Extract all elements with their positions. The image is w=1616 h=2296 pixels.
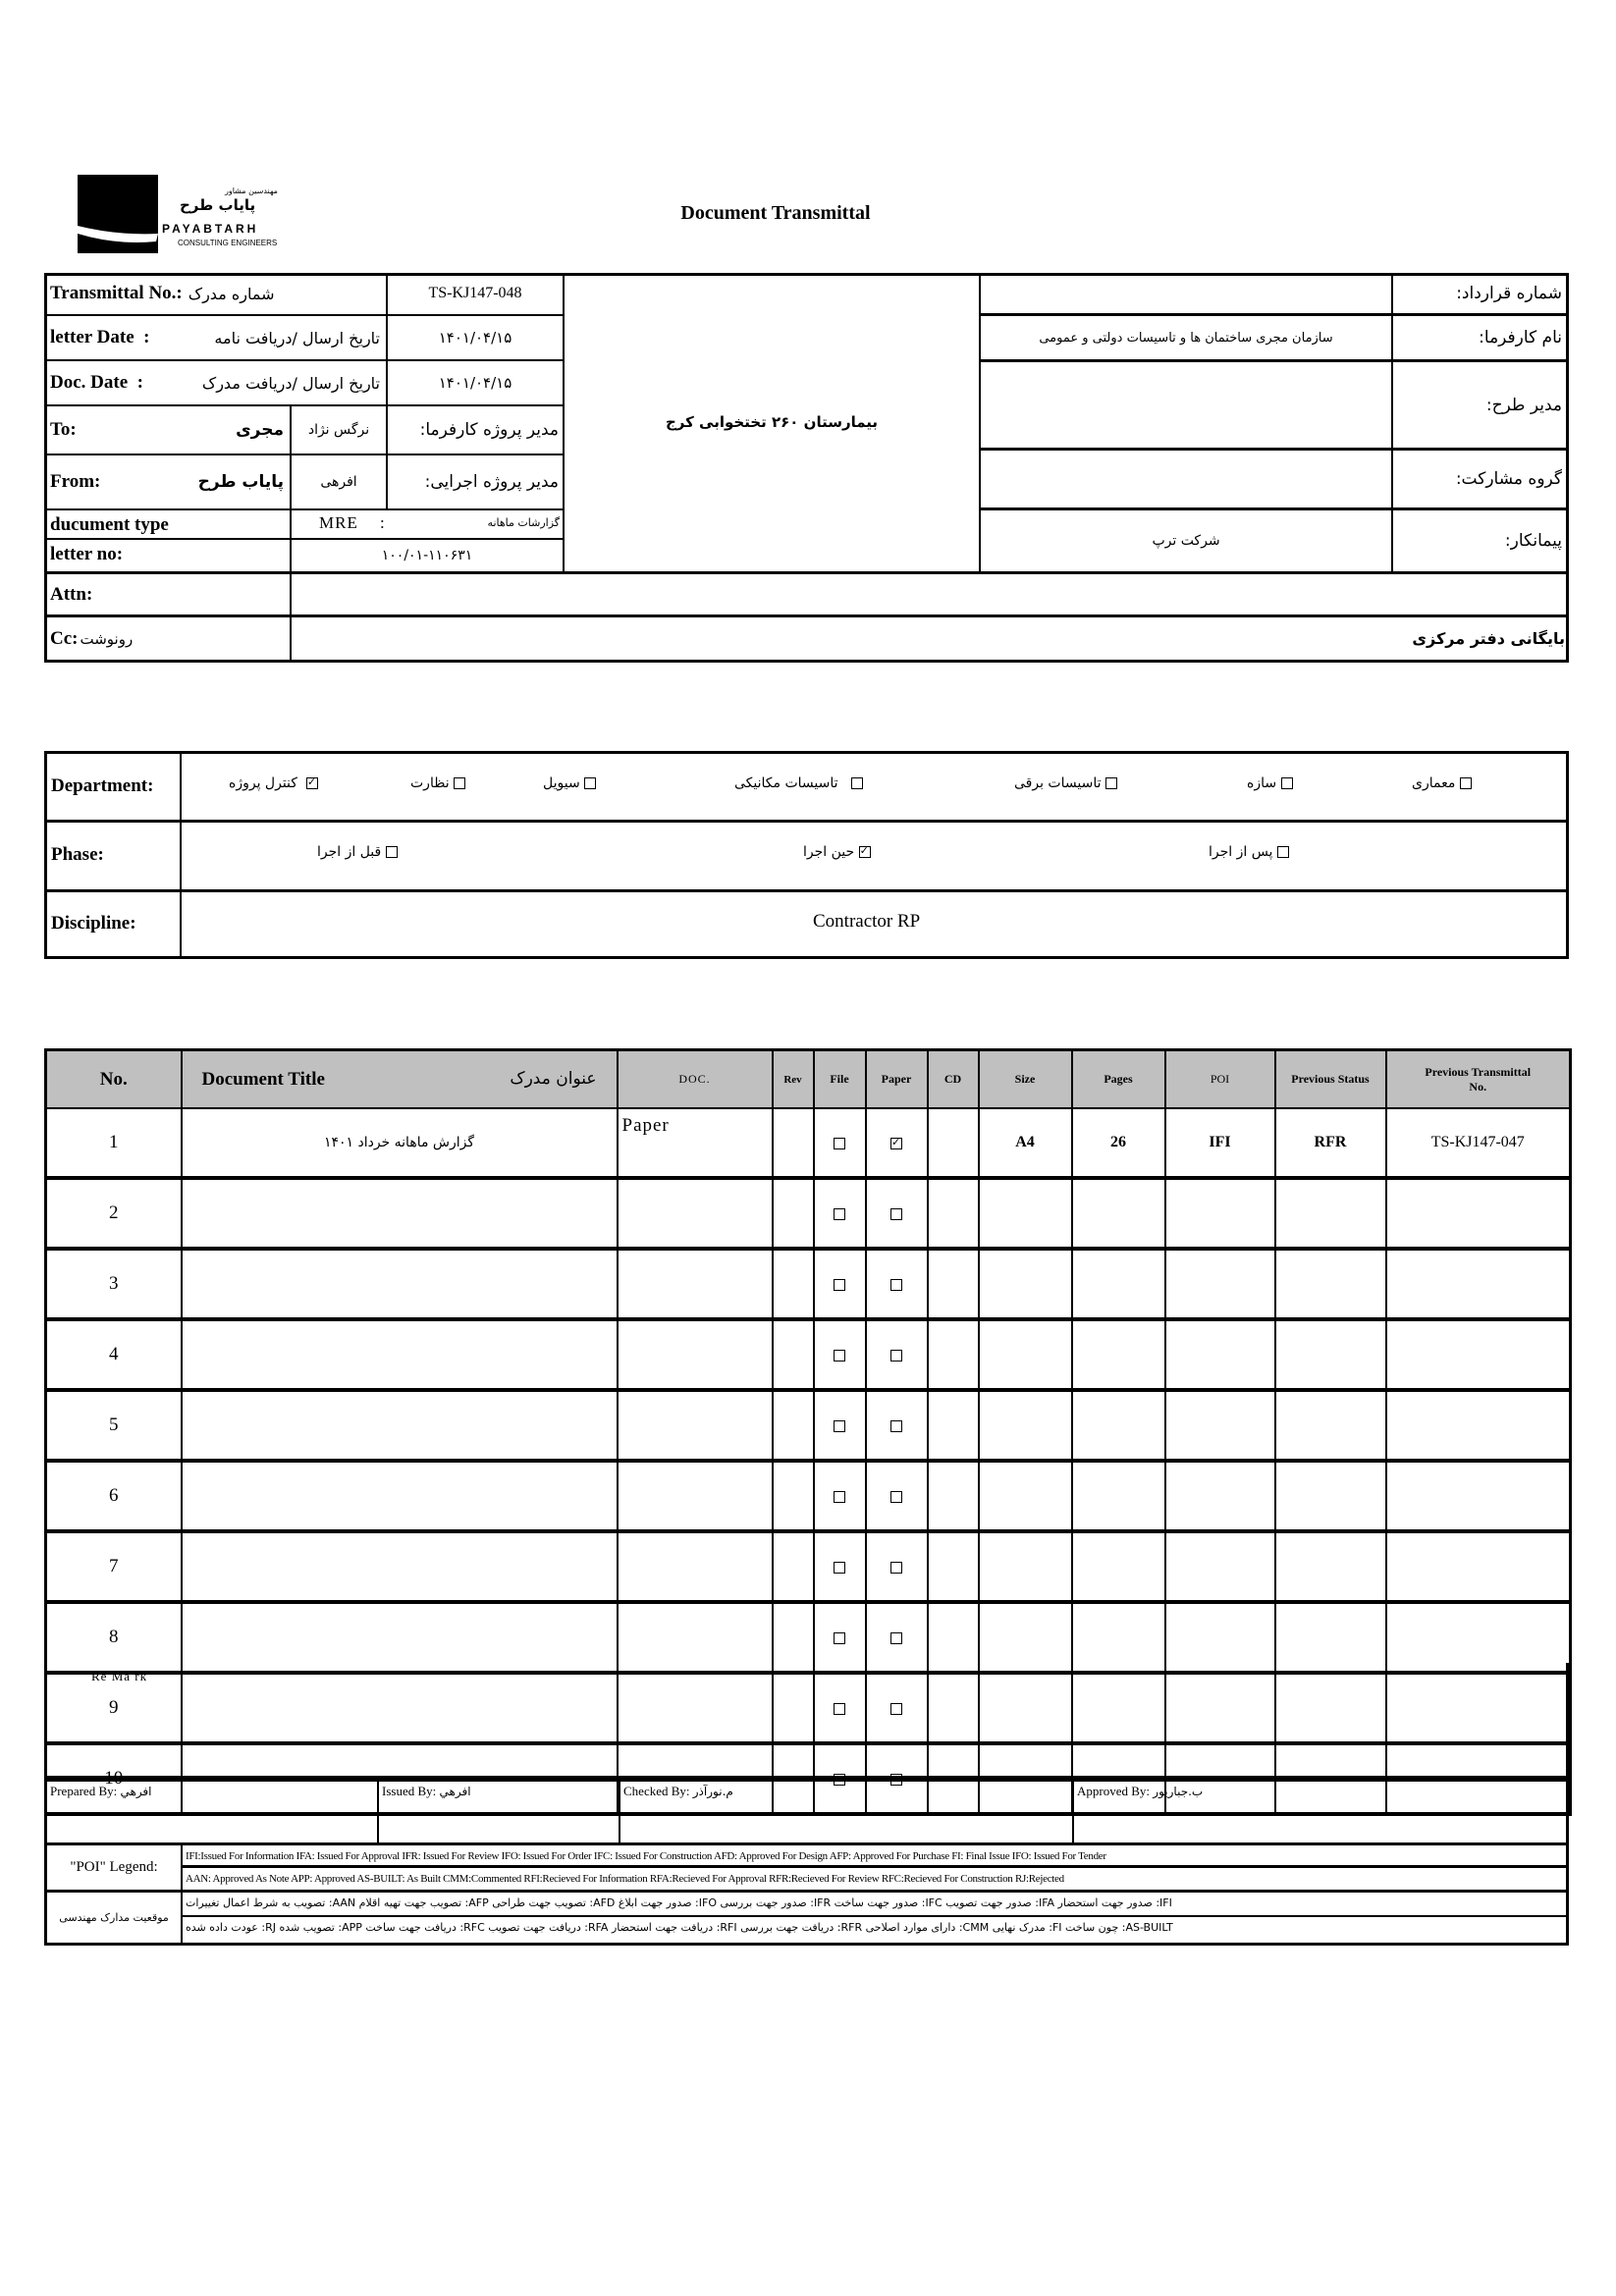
paper-cell — [866, 1249, 928, 1319]
paper-cell — [866, 1178, 928, 1249]
logo-mark-icon — [78, 175, 158, 253]
department-option-architecture[interactable] — [1412, 775, 1472, 791]
option-label: کنترل پروژه — [229, 775, 297, 791]
client-pm-label: مدیر پروژه کارفرما: — [388, 406, 565, 455]
client-name-value: سازمان مجری ساختمان ها و تاسیسات دولتی و عمومی — [981, 316, 1393, 362]
size-cell[interactable] — [979, 1390, 1072, 1461]
doc-type-cell[interactable] — [618, 1531, 773, 1602]
phase-option-post-execution[interactable] — [1209, 844, 1289, 860]
doc-date-value: ۱۴۰۱/۰۴/۱۵ — [388, 361, 565, 406]
col-pages: Pages — [1072, 1050, 1165, 1109]
paper-checkbox[interactable] — [890, 1562, 902, 1574]
doc-date-label: Doc. Date : — [50, 372, 143, 393]
poi-cell[interactable] — [1165, 1249, 1275, 1319]
row-number[interactable]: 9 — [46, 1673, 182, 1743]
col-paper: Paper — [866, 1050, 928, 1109]
row-number[interactable]: 7 — [46, 1531, 182, 1602]
label-column-divider — [180, 754, 182, 956]
logo-latin-name: PAYABTARH — [162, 222, 259, 236]
contractor-label: پیمانکار: — [1504, 531, 1562, 551]
department-option-supervision[interactable] — [410, 775, 465, 791]
row-number[interactable]: 8 — [46, 1602, 182, 1673]
previous-status-cell[interactable] — [1275, 1531, 1386, 1602]
document-type-fa: گزارشات ماهانه — [487, 516, 560, 529]
size-cell[interactable] — [979, 1461, 1072, 1531]
cc-label: Cc: — [50, 627, 79, 649]
remark-box[interactable] — [44, 1663, 1569, 1779]
phase-option-during-execution[interactable] — [803, 844, 871, 860]
previous-transmittal-cell[interactable] — [1386, 1178, 1571, 1249]
phase-option-pre-execution[interactable] — [317, 844, 398, 860]
row-number[interactable]: 2 — [46, 1178, 182, 1249]
discipline-value: Contractor RP — [813, 911, 921, 932]
paper-checkbox[interactable] — [890, 1350, 902, 1362]
checked-by-cell — [620, 1782, 1074, 1842]
size-cell[interactable] — [979, 1249, 1072, 1319]
row-number[interactable]: 10 — [46, 1743, 182, 1814]
size-cell[interactable] — [979, 1178, 1072, 1249]
previous-transmittal-cell[interactable] — [1386, 1319, 1571, 1390]
option-label: سازه — [1247, 775, 1277, 791]
cc-row — [44, 617, 1569, 663]
contractor-value: شرکت ترپ — [981, 510, 1393, 571]
plan-manager-label: مدیر طرح: — [1393, 362, 1566, 451]
status-legend-line-1: IFI: صدور جهت استحضار IFA: صدور جهت تصویب IFC: صدور جهت ساخت IFR: صدور جهت بررسی IFO: صدور جهت ابلاغ AFD: تصویب جهت طراحی AFP: تصویب جهت تهیه اقلام AAN: تصویب به شرط اعمال تغییرات — [183, 1893, 1566, 1917]
col-document-title-en: Document Title — [201, 1068, 325, 1090]
document-title-cell[interactable] — [182, 1461, 618, 1531]
file-checkbox[interactable] — [834, 1491, 845, 1503]
previous-status-cell[interactable] — [1275, 1249, 1386, 1319]
company-logo — [78, 175, 294, 255]
previous-transmittal-cell[interactable]: TS-KJ147-047 — [1386, 1108, 1571, 1178]
prepared-by-cell — [47, 1782, 379, 1842]
previous-transmittal-cell[interactable] — [1386, 1531, 1571, 1602]
cd-cell[interactable] — [928, 1461, 979, 1531]
paper-checkbox[interactable] — [890, 1279, 902, 1291]
poi-cell[interactable] — [1165, 1319, 1275, 1390]
cc-label-cell — [44, 617, 292, 660]
transmittal-no-value: TS-KJ147-048 — [388, 273, 565, 316]
issued-by-cell — [379, 1782, 620, 1842]
col-rev: Rev — [773, 1050, 814, 1109]
logo-persian-name: پایاب طرح — [180, 196, 256, 214]
doc-type-cell[interactable] — [618, 1178, 773, 1249]
table-row — [46, 1390, 1571, 1461]
col-previous-status: Previous Status — [1275, 1050, 1386, 1109]
previous-transmittal-cell[interactable] — [1386, 1390, 1571, 1461]
file-checkbox[interactable] — [834, 1208, 845, 1220]
document-title-cell[interactable] — [182, 1249, 618, 1319]
pages-cell[interactable] — [1072, 1178, 1165, 1249]
row-number[interactable]: 6 — [46, 1461, 182, 1531]
option-label: سیویل — [543, 775, 580, 791]
file-checkbox[interactable] — [834, 1138, 845, 1149]
row-number[interactable]: 4 — [46, 1319, 182, 1390]
file-checkbox[interactable] — [834, 1632, 845, 1644]
row-number[interactable]: 3 — [46, 1249, 182, 1319]
rev-cell[interactable] — [773, 1531, 814, 1602]
transmittal-no-label: Transmittal No.: — [50, 283, 183, 303]
to-person: نرگس نژاد — [292, 406, 388, 455]
executive-pm-label: مدیر پروژه اجرایی: — [388, 455, 565, 510]
department-option-electrical[interactable] — [1014, 775, 1117, 791]
document-type-label: ducument type — [44, 510, 292, 540]
cc-value: بایگانی دفتر مرکزی — [1412, 629, 1565, 648]
option-label: تاسیسات برقی — [1014, 775, 1102, 791]
contract-no-value — [981, 273, 1393, 316]
prepared-by-label: Prepared By: — [50, 1784, 118, 1798]
checkbox-during-execution[interactable] — [859, 846, 871, 858]
issued-by-value: افرهي — [439, 1785, 471, 1798]
checkbox-electrical[interactable] — [1105, 777, 1117, 789]
status-legend-label: موقعیت مدارک مهندسی — [47, 1893, 183, 1943]
poi-legend-line-2: AAN: Approved As Note APP: Approved AS-BUILT: As Built CMM:Commented RFI:Recieved For Information RFA:Recieved For Approval RFR:Recieved For Review RFC:Recieved For Construction RJ:Rejected — [183, 1868, 1566, 1893]
attn-label: Attn: — [44, 574, 292, 614]
file-cell — [814, 1390, 866, 1461]
classification-block — [44, 751, 1569, 959]
file-cell — [814, 1249, 866, 1319]
letter-date-row — [44, 316, 388, 361]
file-checkbox[interactable] — [834, 1279, 845, 1291]
col-doc: DOC. — [618, 1050, 773, 1109]
paper-cell — [866, 1461, 928, 1531]
partnership-group-value — [981, 451, 1393, 510]
pages-cell[interactable]: 26 — [1072, 1108, 1165, 1178]
row-number[interactable]: 5 — [46, 1390, 182, 1461]
file-cell — [814, 1461, 866, 1531]
checkbox-civil[interactable] — [584, 777, 596, 789]
logo-persian-subtitle: مهندسین مشاور — [225, 187, 278, 195]
page-title: Document Transmittal — [680, 202, 871, 224]
document-title-cell[interactable] — [182, 1319, 618, 1390]
table-row — [46, 1178, 1571, 1249]
status-legend-line-2: AS-BUILT: چون ساخت FI: مدرک نهایی CMM: دارای موارد اصلاحی RFR: دریافت جهت بررسی RFI: دریافت جهت استحضار RFA: دریافت جهت تصویب RFC: دریافت جهت ساخت APP: تصویب شده RJ: عودت داده شده — [186, 1921, 1173, 1934]
pages-cell[interactable] — [1072, 1390, 1165, 1461]
col-no: No. — [46, 1050, 182, 1109]
poi-cell[interactable] — [1165, 1461, 1275, 1531]
paper-checkbox[interactable] — [890, 1208, 902, 1220]
previous-status-cell[interactable] — [1275, 1178, 1386, 1249]
transmittal-no-row — [44, 273, 388, 316]
letter-no-value: ۱۰۰/۰۱-۱۱۰۶۳۱ — [292, 540, 565, 571]
pages-cell[interactable] — [1072, 1531, 1165, 1602]
col-file: File — [814, 1050, 866, 1109]
department-option-civil[interactable] — [543, 775, 596, 791]
paper-checkbox[interactable] — [890, 1420, 902, 1432]
size-cell[interactable]: A4 — [979, 1108, 1072, 1178]
approved-by-cell — [1074, 1782, 1566, 1842]
checkbox-post-execution[interactable] — [1277, 846, 1289, 858]
rev-cell[interactable] — [773, 1390, 814, 1461]
poi-cell[interactable] — [1165, 1531, 1275, 1602]
row-number[interactable]: 1 — [46, 1108, 182, 1178]
right-info-block — [981, 273, 1569, 571]
table-row — [46, 1531, 1571, 1602]
previous-transmittal-cell[interactable] — [1386, 1461, 1571, 1531]
paper-checkbox[interactable] — [890, 1138, 902, 1149]
document-type-separator: : — [380, 513, 385, 532]
paper-cell — [866, 1390, 928, 1461]
contract-no-label: شماره قرارداد: — [1393, 273, 1566, 316]
letter-date-label: letter Date : — [50, 327, 150, 347]
document-type-value — [292, 510, 565, 540]
checkbox-mechanical[interactable] — [851, 777, 863, 789]
checked-by-label: Checked By: — [623, 1784, 690, 1798]
department-option-mechanical[interactable] — [734, 775, 863, 791]
poi-cell[interactable]: IFI — [1165, 1108, 1275, 1178]
document-title-cell[interactable] — [182, 1531, 618, 1602]
phase-label: Phase: — [51, 844, 104, 865]
doc-date-row — [44, 361, 388, 406]
attn-row — [44, 571, 1569, 617]
col-poi: POI — [1165, 1050, 1275, 1109]
transmittal-no-label-fa: شماره مدرک — [188, 284, 275, 303]
previous-transmittal-cell[interactable] — [1386, 1249, 1571, 1319]
doc-date-label-fa: تاریخ ارسال /دریافت مدرک — [201, 373, 380, 393]
table-row — [46, 1249, 1571, 1319]
previous-status-cell[interactable] — [1275, 1390, 1386, 1461]
option-label: پس از اجرا — [1209, 844, 1273, 860]
col-size: Size — [979, 1050, 1072, 1109]
paper-cell — [866, 1531, 928, 1602]
paper-checkbox[interactable] — [890, 1632, 902, 1644]
table-row — [46, 1108, 1571, 1178]
cd-cell[interactable] — [928, 1108, 979, 1178]
doc-type-cell[interactable] — [618, 1390, 773, 1461]
table-row — [46, 1319, 1571, 1390]
to-value: مجری — [236, 420, 284, 440]
cd-cell[interactable] — [928, 1390, 979, 1461]
pages-cell[interactable] — [1072, 1461, 1165, 1531]
previous-status-cell[interactable]: RFR — [1275, 1108, 1386, 1178]
remark-label: Re Ma rk — [91, 1669, 148, 1683]
option-label: حین اجرا — [803, 844, 855, 860]
paper-checkbox[interactable] — [890, 1491, 902, 1503]
partnership-group-label: گروه مشارکت: — [1393, 451, 1566, 510]
pages-cell[interactable] — [1072, 1319, 1165, 1390]
file-checkbox[interactable] — [834, 1420, 845, 1432]
document-title-cell[interactable] — [182, 1178, 618, 1249]
poi-legend-label: "POI" Legend: — [47, 1845, 183, 1893]
issued-by-label: Issued By: — [382, 1784, 437, 1798]
checkbox-supervision[interactable] — [454, 777, 465, 789]
plan-manager-value — [981, 362, 1393, 451]
logo-tagline: CONSULTING ENGINEERS — [178, 239, 278, 247]
col-document-title-fa: عنوان مدرک — [510, 1068, 597, 1089]
option-label: قبل از اجرا — [317, 844, 382, 860]
col-previous-transmittal: Previous Transmittal No. — [1386, 1050, 1571, 1109]
cd-cell[interactable] — [928, 1249, 979, 1319]
checkbox-structure[interactable] — [1281, 777, 1293, 789]
option-label: معماری — [1412, 775, 1456, 791]
rev-cell[interactable] — [773, 1319, 814, 1390]
to-label: To: — [50, 419, 77, 440]
doc-type-cell[interactable] — [618, 1249, 773, 1319]
col-document-title — [182, 1050, 618, 1109]
option-label: نظارت — [410, 775, 450, 791]
rev-cell[interactable] — [773, 1461, 814, 1531]
row-divider-1 — [47, 820, 1566, 823]
row-divider-2 — [47, 889, 1566, 892]
approved-by-value: ب.جباریور — [1153, 1785, 1204, 1798]
pages-cell[interactable] — [1072, 1249, 1165, 1319]
paper-cell — [866, 1319, 928, 1390]
signatures-row — [44, 1779, 1569, 1845]
department-option-structure[interactable] — [1247, 775, 1293, 791]
attn-value[interactable] — [292, 574, 1569, 614]
doc-type-cell[interactable] — [618, 1461, 773, 1531]
prepared-by-value: افرهي — [120, 1785, 152, 1798]
previous-status-cell[interactable] — [1275, 1319, 1386, 1390]
letter-no-label: letter no: — [44, 540, 292, 571]
document-type-code: MRE — [319, 513, 358, 532]
client-name-label: نام کارفرما: — [1393, 316, 1566, 362]
rev-cell[interactable] — [773, 1178, 814, 1249]
poi-cell[interactable] — [1165, 1390, 1275, 1461]
from-person: افرهی — [292, 455, 388, 510]
from-value: پایاب طرح — [197, 472, 284, 492]
doc-type-cell[interactable] — [618, 1319, 773, 1390]
letter-date-label-fa: تاریخ ارسال /دریافت نامه — [214, 328, 380, 347]
department-label: Department: — [51, 775, 154, 796]
rev-cell[interactable] — [773, 1249, 814, 1319]
checkbox-project-control[interactable] — [306, 777, 318, 789]
discipline-label: Discipline: — [51, 913, 136, 934]
file-cell — [814, 1319, 866, 1390]
approved-by-label: Approved By: — [1077, 1784, 1151, 1798]
file-cell — [814, 1178, 866, 1249]
cc-label-fa: رونوشت — [80, 629, 134, 648]
file-cell — [814, 1531, 866, 1602]
letter-date-value: ۱۴۰۱/۰۴/۱۵ — [388, 316, 565, 361]
department-option-project-control[interactable] — [229, 775, 318, 791]
to-row — [44, 406, 292, 455]
rev-cell[interactable] — [773, 1108, 814, 1178]
from-row — [44, 455, 292, 510]
poi-legend-line-1: IFI:Issued For Information IFA: Issued For Approval IFR: Issued For Review IFO: Issued For Order IFC: Issued For Construction AFD: Approved For Design AFP: Approved For Purchase FI: Final Issue IFO: Issued For Tender — [183, 1845, 1566, 1868]
file-cell — [814, 1108, 866, 1178]
project-name: بیمارستان ۲۶۰ تختخوابی کرج — [565, 273, 981, 571]
file-checkbox[interactable] — [834, 1562, 845, 1574]
cd-cell[interactable] — [928, 1319, 979, 1390]
legend-block — [44, 1845, 1569, 1946]
document-title-cell[interactable]: گزارش ماهانه خرداد ۱۴۰۱ — [182, 1108, 618, 1178]
table-row — [46, 1461, 1571, 1531]
previous-status-cell[interactable] — [1275, 1461, 1386, 1531]
col-cd: CD — [928, 1050, 979, 1109]
file-checkbox[interactable] — [834, 1350, 845, 1362]
checkbox-pre-execution[interactable] — [386, 846, 398, 858]
doc-type-cell[interactable]: Paper — [618, 1108, 773, 1178]
poi-cell[interactable] — [1165, 1178, 1275, 1249]
size-cell[interactable] — [979, 1531, 1072, 1602]
cd-cell[interactable] — [928, 1531, 979, 1602]
checkbox-architecture[interactable] — [1460, 777, 1472, 789]
size-cell[interactable] — [979, 1319, 1072, 1390]
cd-cell[interactable] — [928, 1178, 979, 1249]
paper-cell — [866, 1108, 928, 1178]
from-label: From: — [50, 471, 101, 492]
table-header-row — [46, 1050, 1571, 1109]
checked-by-value: م.نورآذر — [692, 1785, 733, 1798]
option-label: تاسیسات مکانیکی — [734, 775, 838, 791]
document-title-cell[interactable] — [182, 1390, 618, 1461]
